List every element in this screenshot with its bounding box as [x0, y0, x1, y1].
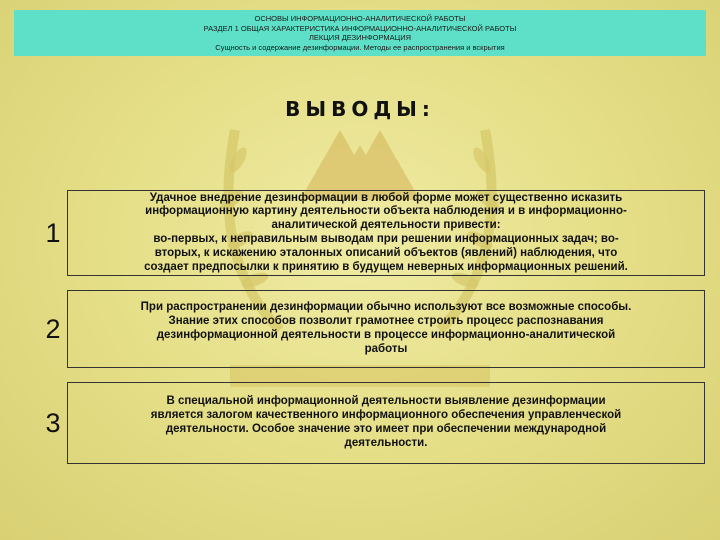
conclusion-box [67, 190, 705, 276]
conclusion-text: В специальной информационной деятельности выявление дезинформации является залогом качественного информационного обеспечения управленческой деятельности. Особое значение это имеет при обеспечении международной деятельности. [150, 395, 622, 449]
conclusion-text: Удачное внедрение дезинформации в любой форме может существенно исказить информационную картину деятельности объекта наблюдения и в информационно- аналитической деятельности привести: во-первых, к неправильным выводам при решении информационных задач; во- вторых, к искажению эталонных описаний объектов (явлений) наблюдения, что создает предпосылки к принятию в будущем неверных информационных решений. [144, 191, 628, 273]
conclusion-box [67, 382, 705, 464]
conclusion-number: 1 [45, 217, 61, 248]
conclusion-item [40, 190, 705, 276]
conclusion-number: 3 [45, 407, 61, 438]
header-section-title: РАЗДЕЛ 1 ОБЩАЯ ХАРАКТЕРИСТИКА ИНФОРМАЦИОННО-АНАЛИТИЧЕСКОЙ РАБОТЫ [203, 23, 517, 33]
header-topic: Сущность и содержание дезинформации. Методы ее распространения и вскрытия [215, 42, 505, 52]
conclusion-item [40, 382, 705, 464]
header-lecture-title: ЛЕКЦИЯ ДЕЗИНФОРМАЦИЯ [308, 33, 412, 43]
conclusion-item [40, 290, 705, 368]
conclusion-number: 2 [45, 313, 61, 344]
conclusion-box [67, 290, 705, 368]
header-course-title: ОСНОВЫ ИНФОРМАЦИОННО-АНАЛИТИЧЕСКОЙ РАБОТЫ [254, 14, 466, 23]
slide-title: ВЫВОДЫ: [285, 97, 435, 121]
conclusion-text: При распространении дезинформации обычно используют все возможные способы. Знание этих способов позволит грамотнее строить процесс распознавания дезинформационной деятельности в процессе информационно-аналитической работы [140, 301, 632, 355]
